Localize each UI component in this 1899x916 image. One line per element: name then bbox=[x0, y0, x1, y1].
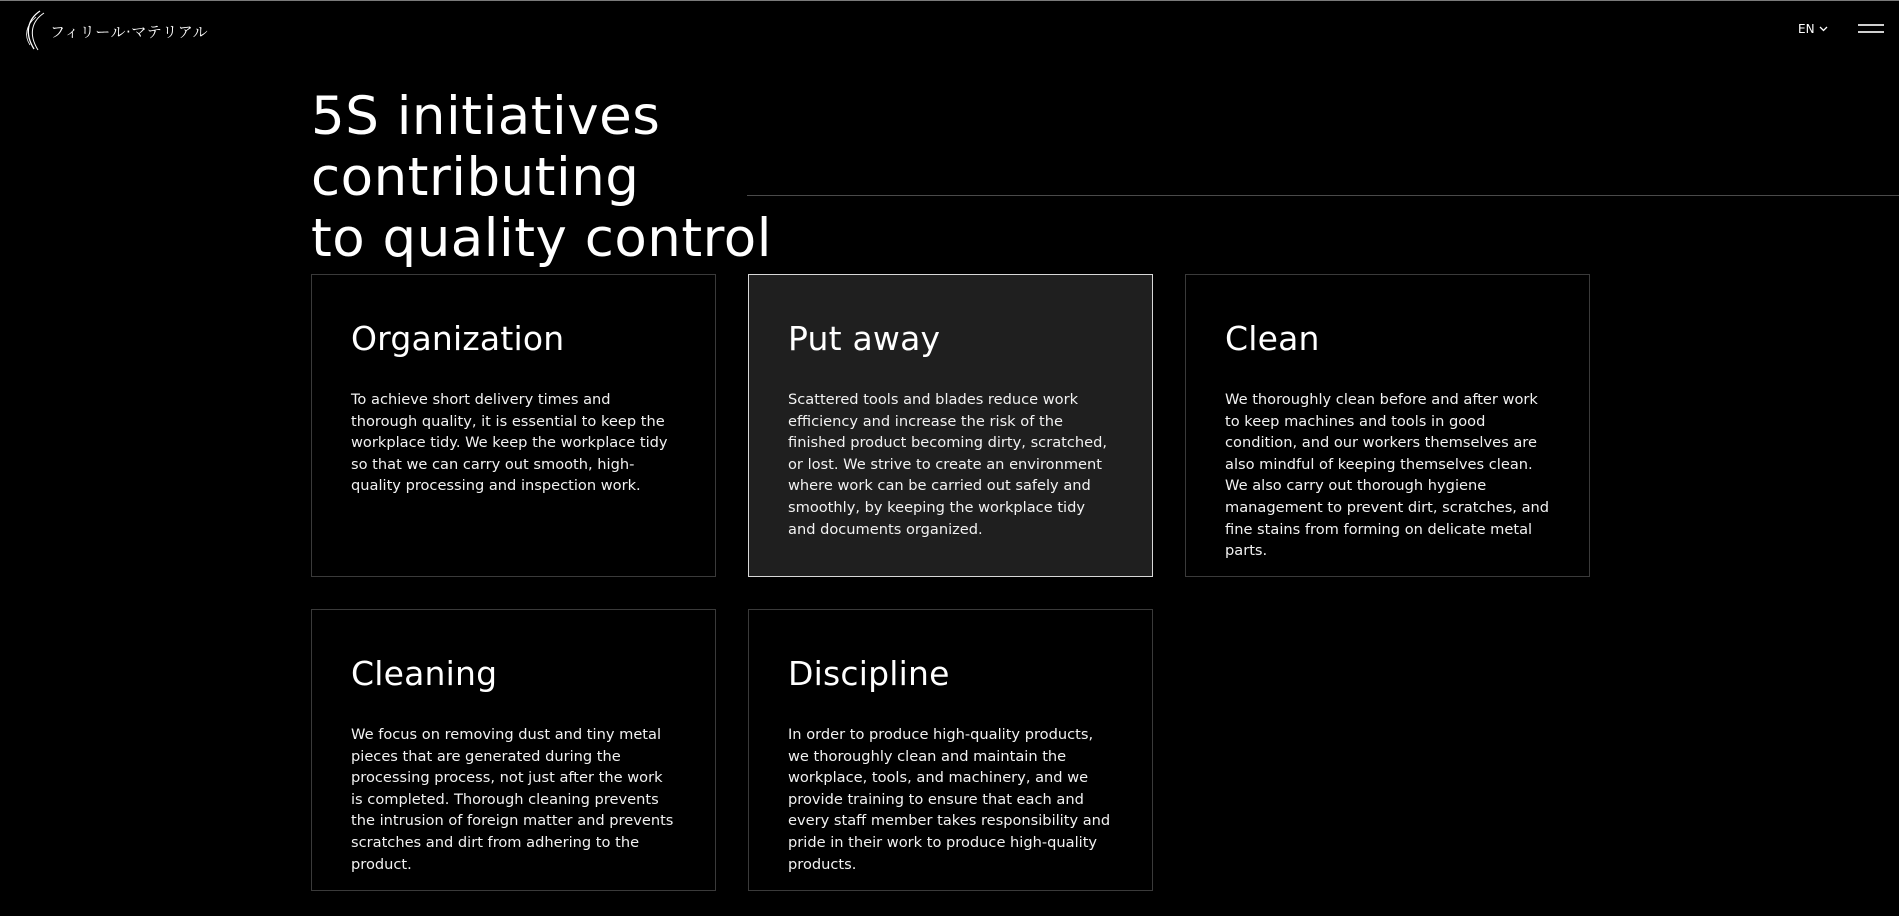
card-discipline[interactable] bbox=[748, 609, 1153, 891]
language-selector[interactable] bbox=[1798, 22, 1828, 36]
card-title: Clean bbox=[1225, 319, 1320, 358]
hamburger-menu-icon[interactable] bbox=[1858, 22, 1884, 36]
card-cleaning[interactable] bbox=[311, 609, 716, 891]
card-clean[interactable] bbox=[1185, 274, 1590, 577]
card-organization[interactable] bbox=[311, 274, 716, 577]
card-put-away[interactable] bbox=[748, 274, 1153, 577]
card-body: We focus on removing dust and tiny metal pieces that are generated during the processing process, not just after the work is completed. Thorough cleaning prevents the intrusion of foreign matter and prevents scratches and dirt from adhering to the product. bbox=[351, 726, 674, 873]
site-logo[interactable] bbox=[20, 10, 208, 50]
card-title: Organization bbox=[351, 319, 565, 358]
card-body: In order to produce high-quality products, we thoroughly clean and maintain the workplace, tools, and machinery, and we provide training to ensure that each and every staff member takes responsibility and pride in their work to produce high-quality products. bbox=[788, 726, 1111, 873]
page-title-line2: to quality control bbox=[311, 208, 772, 269]
title-divider bbox=[747, 195, 1899, 196]
card-body: To achieve short delivery times and thorough quality, it is essential to keep the workplace tidy. We keep the workplace tidy so that we can carry out smooth, high-quality processing and inspection work. bbox=[351, 391, 668, 495]
page-title-line1: 5S initiatives contributing bbox=[311, 86, 661, 208]
card-title: Cleaning bbox=[351, 654, 498, 693]
logo-text: フィリール·マテリアル bbox=[50, 22, 209, 41]
chevron-down-icon bbox=[1819, 26, 1828, 32]
card-title: Discipline bbox=[788, 654, 950, 693]
menu-bar-bottom bbox=[1858, 31, 1884, 33]
card-body: Scattered tools and blades reduce work efficiency and increase the risk of the finished product becoming dirty, scratched, or lost. We strive to create an environment where work can be carried out safely and smoothly, by keeping the workplace tidy and documents organized. bbox=[788, 391, 1108, 538]
language-label: EN bbox=[1798, 22, 1815, 36]
top-border bbox=[0, 0, 1899, 1]
card-body: We thoroughly clean before and after work to keep machines and tools in good condition, and our workers themselves are also mindful of keeping themselves clean. We also carry out thorough hygiene management to prevent dirt, scratches, and fine stains from forming on delicate metal parts. bbox=[1225, 391, 1550, 560]
page-title bbox=[311, 86, 991, 269]
menu-bar-top bbox=[1858, 24, 1884, 26]
logo-mark-icon bbox=[20, 9, 50, 51]
card-title: Put away bbox=[788, 319, 941, 358]
